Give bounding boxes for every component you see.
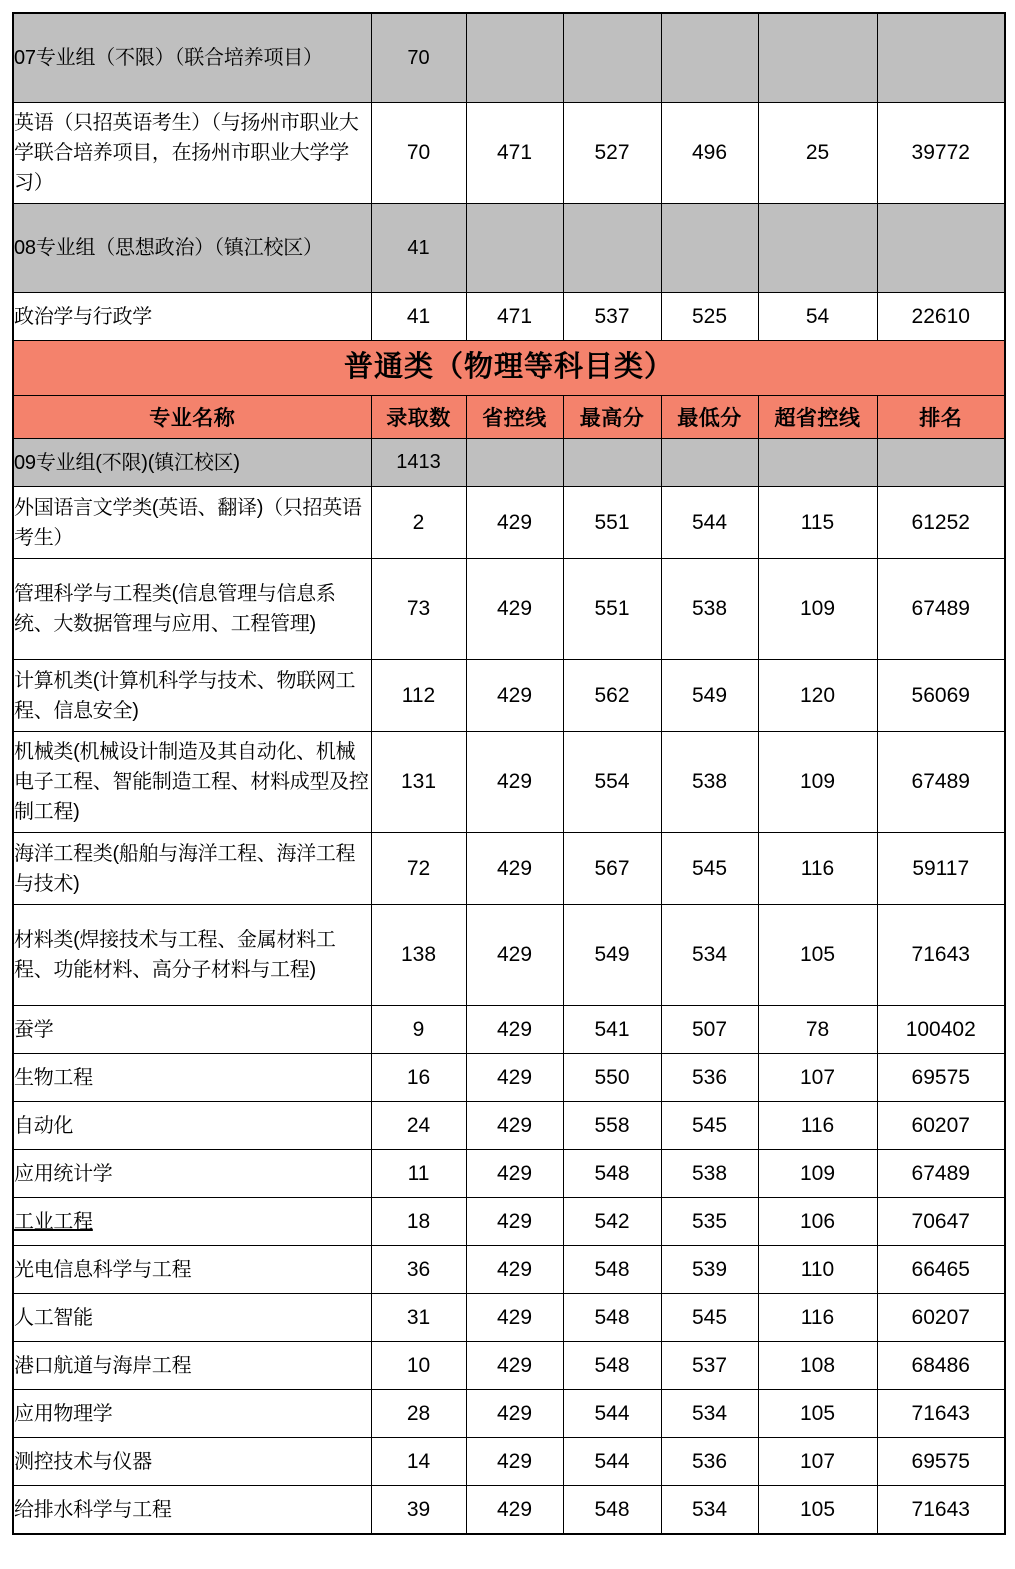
table-row xyxy=(13,1198,1005,1246)
highest-score: 537 xyxy=(563,293,661,341)
group-blank-cell xyxy=(758,439,877,487)
province-line: 429 xyxy=(466,660,563,732)
table-row xyxy=(13,1294,1005,1342)
column-header-low: 最低分 xyxy=(661,396,758,439)
over-province-line: 105 xyxy=(758,1486,877,1535)
rank: 61252 xyxy=(877,487,1005,559)
lowest-score: 545 xyxy=(661,1102,758,1150)
table-row xyxy=(13,1438,1005,1486)
table-row xyxy=(13,1246,1005,1294)
lowest-score: 539 xyxy=(661,1246,758,1294)
rank: 22610 xyxy=(877,293,1005,341)
admitted-count: 70 xyxy=(371,103,466,204)
table-row xyxy=(13,103,1005,204)
group-blank-cell xyxy=(466,439,563,487)
admitted-count: 9 xyxy=(371,1006,466,1054)
group-blank-cell xyxy=(877,204,1005,293)
column-header-over: 超省控线 xyxy=(758,396,877,439)
highest-score: 554 xyxy=(563,732,661,833)
lowest-score: 538 xyxy=(661,732,758,833)
major-name: 海洋工程类(船舶与海洋工程、海洋工程与技术) xyxy=(13,833,371,905)
province-line: 429 xyxy=(466,1054,563,1102)
rank: 39772 xyxy=(877,103,1005,204)
lowest-score: 549 xyxy=(661,660,758,732)
column-header-rank: 排名 xyxy=(877,396,1005,439)
highest-score: 549 xyxy=(563,905,661,1006)
over-province-line: 54 xyxy=(758,293,877,341)
major-name: 计算机类(计算机科学与技术、物联网工程、信息安全) xyxy=(13,660,371,732)
highest-score: 527 xyxy=(563,103,661,204)
highest-score: 548 xyxy=(563,1294,661,1342)
over-province-line: 115 xyxy=(758,487,877,559)
major-name: 蚕学 xyxy=(13,1006,371,1054)
rank: 67489 xyxy=(877,732,1005,833)
over-province-line: 116 xyxy=(758,1102,877,1150)
province-line: 429 xyxy=(466,905,563,1006)
rank: 69575 xyxy=(877,1438,1005,1486)
province-line: 429 xyxy=(466,1246,563,1294)
highest-score: 551 xyxy=(563,487,661,559)
group-blank-cell xyxy=(563,439,661,487)
admitted-count: 18 xyxy=(371,1198,466,1246)
rank: 56069 xyxy=(877,660,1005,732)
admission-table xyxy=(12,12,1006,1535)
over-province-line: 116 xyxy=(758,1294,877,1342)
rank: 100402 xyxy=(877,1006,1005,1054)
major-name: 材料类(焊接技术与工程、金属材料工程、功能材料、高分子材料与工程) xyxy=(13,905,371,1006)
over-province-line: 105 xyxy=(758,905,877,1006)
rank: 71643 xyxy=(877,1486,1005,1535)
group-blank-cell xyxy=(466,13,563,103)
highest-score: 558 xyxy=(563,1102,661,1150)
major-name: 应用物理学 xyxy=(13,1390,371,1438)
highest-score: 548 xyxy=(563,1150,661,1198)
rank: 66465 xyxy=(877,1246,1005,1294)
admitted-count: 28 xyxy=(371,1390,466,1438)
admitted-count: 131 xyxy=(371,732,466,833)
rank: 69575 xyxy=(877,1054,1005,1102)
table-row xyxy=(13,905,1005,1006)
over-province-line: 108 xyxy=(758,1342,877,1390)
lowest-score: 534 xyxy=(661,905,758,1006)
major-name: 英语（只招英语考生）（与扬州市职业大学联合培养项目，在扬州市职业大学学习） xyxy=(13,103,371,204)
lowest-score: 545 xyxy=(661,833,758,905)
table-row xyxy=(13,732,1005,833)
major-name: 机械类(机械设计制造及其自动化、机械电子工程、智能制造工程、材料成型及控制工程) xyxy=(13,732,371,833)
column-header-line: 省控线 xyxy=(466,396,563,439)
highest-score: 551 xyxy=(563,559,661,660)
admitted-count: 14 xyxy=(371,1438,466,1486)
rank: 59117 xyxy=(877,833,1005,905)
province-line: 471 xyxy=(466,103,563,204)
admitted-count: 41 xyxy=(371,293,466,341)
group-blank-cell xyxy=(877,439,1005,487)
admitted-count: 31 xyxy=(371,1294,466,1342)
table-row xyxy=(13,1150,1005,1198)
lowest-score: 536 xyxy=(661,1438,758,1486)
group-name: 07专业组（不限）（联合培养项目） xyxy=(13,13,371,103)
rank: 71643 xyxy=(877,905,1005,1006)
highest-score: 544 xyxy=(563,1438,661,1486)
column-header-count: 录取数 xyxy=(371,396,466,439)
major-name: 人工智能 xyxy=(13,1294,371,1342)
highest-score: 542 xyxy=(563,1198,661,1246)
group-blank-cell xyxy=(758,13,877,103)
table-row xyxy=(13,1342,1005,1390)
lowest-score: 536 xyxy=(661,1054,758,1102)
group-count: 70 xyxy=(371,13,466,103)
lowest-score: 534 xyxy=(661,1486,758,1535)
major-name: 给排水科学与工程 xyxy=(13,1486,371,1535)
rank: 60207 xyxy=(877,1102,1005,1150)
major-name: 应用统计学 xyxy=(13,1150,371,1198)
table-row xyxy=(13,1390,1005,1438)
highest-score: 548 xyxy=(563,1246,661,1294)
group-count: 41 xyxy=(371,204,466,293)
lowest-score: 538 xyxy=(661,1150,758,1198)
province-line: 429 xyxy=(466,1390,563,1438)
major-name: 光电信息科学与工程 xyxy=(13,1246,371,1294)
rank: 60207 xyxy=(877,1294,1005,1342)
province-line: 471 xyxy=(466,293,563,341)
group-header-row xyxy=(13,204,1005,293)
group-header-row xyxy=(13,439,1005,487)
province-line: 429 xyxy=(466,1006,563,1054)
province-line: 429 xyxy=(466,1342,563,1390)
province-line: 429 xyxy=(466,487,563,559)
table-row xyxy=(13,660,1005,732)
admitted-count: 10 xyxy=(371,1342,466,1390)
section-banner-row xyxy=(13,341,1005,396)
lowest-score: 535 xyxy=(661,1198,758,1246)
rank: 68486 xyxy=(877,1342,1005,1390)
over-province-line: 116 xyxy=(758,833,877,905)
admitted-count: 24 xyxy=(371,1102,466,1150)
group-blank-cell xyxy=(466,204,563,293)
group-header-row xyxy=(13,13,1005,103)
over-province-line: 109 xyxy=(758,1150,877,1198)
over-province-line: 107 xyxy=(758,1054,877,1102)
table-row xyxy=(13,487,1005,559)
over-province-line: 109 xyxy=(758,732,877,833)
table-row xyxy=(13,559,1005,660)
major-name-underlined: 工业工程 xyxy=(14,1210,93,1233)
over-province-line: 107 xyxy=(758,1438,877,1486)
lowest-score: 544 xyxy=(661,487,758,559)
table-row xyxy=(13,293,1005,341)
section-banner-title: 普通类（物理等科目类） xyxy=(13,341,1005,396)
lowest-score: 538 xyxy=(661,559,758,660)
highest-score: 548 xyxy=(563,1486,661,1535)
highest-score: 548 xyxy=(563,1342,661,1390)
group-blank-cell xyxy=(661,13,758,103)
group-name: 08专业组（思想政治）（镇江校区） xyxy=(13,204,371,293)
admitted-count: 11 xyxy=(371,1150,466,1198)
rank: 67489 xyxy=(877,1150,1005,1198)
table-row xyxy=(13,1102,1005,1150)
major-name: 港口航道与海岸工程 xyxy=(13,1342,371,1390)
province-line: 429 xyxy=(466,732,563,833)
rank: 70647 xyxy=(877,1198,1005,1246)
admitted-count: 73 xyxy=(371,559,466,660)
major-name: 测控技术与仪器 xyxy=(13,1438,371,1486)
group-blank-cell xyxy=(563,204,661,293)
province-line: 429 xyxy=(466,1102,563,1150)
admitted-count: 36 xyxy=(371,1246,466,1294)
group-blank-cell xyxy=(661,204,758,293)
admitted-count: 39 xyxy=(371,1486,466,1535)
province-line: 429 xyxy=(466,1150,563,1198)
group-count: 1413 xyxy=(371,439,466,487)
province-line: 429 xyxy=(466,559,563,660)
table-row xyxy=(13,1006,1005,1054)
major-name: 生物工程 xyxy=(13,1054,371,1102)
lowest-score: 545 xyxy=(661,1294,758,1342)
column-header-major: 专业名称 xyxy=(13,396,371,439)
column-header-high: 最高分 xyxy=(563,396,661,439)
highest-score: 550 xyxy=(563,1054,661,1102)
column-header-row xyxy=(13,396,1005,439)
lowest-score: 534 xyxy=(661,1390,758,1438)
table-row xyxy=(13,1486,1005,1535)
rank: 67489 xyxy=(877,559,1005,660)
rank: 71643 xyxy=(877,1390,1005,1438)
admitted-count: 2 xyxy=(371,487,466,559)
over-province-line: 120 xyxy=(758,660,877,732)
group-blank-cell xyxy=(758,204,877,293)
admission-score-sheet xyxy=(12,12,1004,1535)
highest-score: 562 xyxy=(563,660,661,732)
major-name: 外国语言文学类(英语、翻译)（只招英语考生） xyxy=(13,487,371,559)
province-line: 429 xyxy=(466,1198,563,1246)
table-body xyxy=(13,13,1005,1534)
highest-score: 567 xyxy=(563,833,661,905)
province-line: 429 xyxy=(466,1294,563,1342)
admitted-count: 16 xyxy=(371,1054,466,1102)
group-name: 09专业组(不限)(镇江校区) xyxy=(13,439,371,487)
major-name: 政治学与行政学 xyxy=(13,293,371,341)
over-province-line: 25 xyxy=(758,103,877,204)
major-name: 自动化 xyxy=(13,1102,371,1150)
over-province-line: 105 xyxy=(758,1390,877,1438)
table-row xyxy=(13,833,1005,905)
lowest-score: 537 xyxy=(661,1342,758,1390)
province-line: 429 xyxy=(466,1438,563,1486)
admitted-count: 138 xyxy=(371,905,466,1006)
lowest-score: 507 xyxy=(661,1006,758,1054)
group-blank-cell xyxy=(563,13,661,103)
admitted-count: 72 xyxy=(371,833,466,905)
over-province-line: 110 xyxy=(758,1246,877,1294)
over-province-line: 78 xyxy=(758,1006,877,1054)
over-province-line: 106 xyxy=(758,1198,877,1246)
group-blank-cell xyxy=(661,439,758,487)
group-blank-cell xyxy=(877,13,1005,103)
highest-score: 541 xyxy=(563,1006,661,1054)
over-province-line: 109 xyxy=(758,559,877,660)
province-line: 429 xyxy=(466,833,563,905)
lowest-score: 496 xyxy=(661,103,758,204)
lowest-score: 525 xyxy=(661,293,758,341)
major-name: 管理科学与工程类(信息管理与信息系统、大数据管理与应用、工程管理) xyxy=(13,559,371,660)
major-name xyxy=(13,1198,371,1246)
admitted-count: 112 xyxy=(371,660,466,732)
highest-score: 544 xyxy=(563,1390,661,1438)
table-row xyxy=(13,1054,1005,1102)
province-line: 429 xyxy=(466,1486,563,1535)
